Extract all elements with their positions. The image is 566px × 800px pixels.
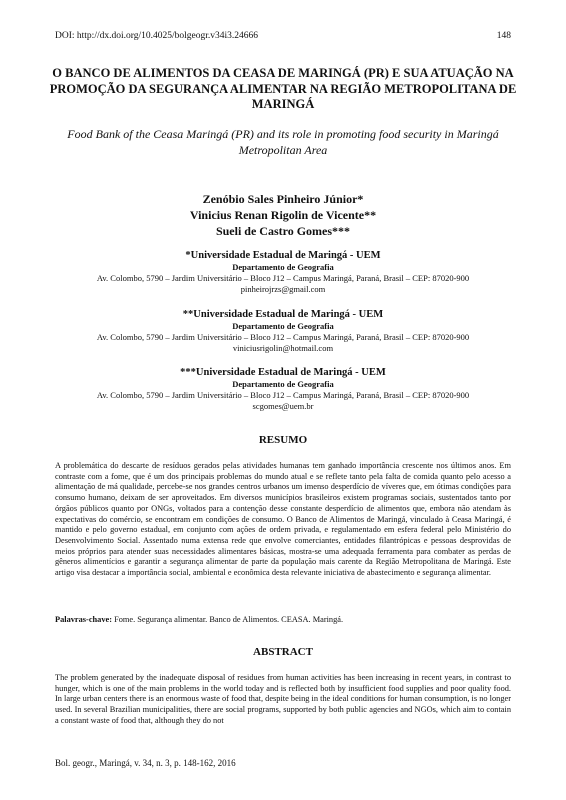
affiliation-university: *Universidade Estadual de Maringá - UEM	[185, 250, 381, 261]
article-title-en: Food Bank of the Ceasa Maringá (PR) and its role in promoting food security in Maringá Metropolitan Area	[67, 127, 499, 157]
resumo-text: A problemática do descarte de resíduos gerados pelas atividades humanas tem ganhado importância crescente nos últimos anos. Em contraste com a fome, que é um dos principais problemas do mundo atual e se reflete tanto pela falta de comida quanto pelo acesso a alimentação de má qualidade, percebe-se nos grandes centros urbanos um imenso desperdício de víveres que, em ótimas condições para consumo humano, deixam de ser aproveitados. Em diversos municípios brasileiros existem programas sociais, sustentados tanto por órgãos públicos quanto por ONGs, voltados para a contenção desse constante desperdício de alimentos que, embora não atendam às expectativas do comércio, se encontram em condições de consumo. O Banco de Alimentos de Maringá, vinculado à Ceasa Maringá, é mantido e pelo governo estadual, em conjunto com ações de ordem privada, e regulamentado em esfera federal pelo Ministério do Desenvolvimento Social. Assentado numa extensa rede que envolve comerciantes, entidades filantrópicas e pessoas desprovidas de meios próprios para atender suas necessidades alimentares básicas, mostra-se uma adequada ferramenta para combater as perdas de gêneros alimentícios e garantir a segurança alimentar de parte da população mais carente da Região Metropolitana de Maringá. Este artigo visa destacar a importância social, ambiental e econômica desta relevante iniciativa de abastecimento e segurança alimentar.	[55, 461, 511, 578]
affiliation-email: pinheirojrzs@gmail.com	[240, 284, 326, 294]
page-number: 148	[496, 31, 511, 41]
doi-text: DOI: http://dx.doi.org/10.4025/bolgeogr.v34i3.24666	[55, 31, 259, 41]
abstract-text: The problem generated by the inadequate disposal of residues from human activities has been increasing in recent years, in contrast to hunger, which is one of the main problems in the world today and is reflected both by insufficient food supplies and poor quality food. In large urban centers there is an enormous waste of food that, despite being in the ideal conditions for human consumption, is no longer used. In several Brazilian municipalities, there are social programs, supported by both public agencies and NGOs, which aim to contain a constant waste of food that, although they do not	[55, 673, 511, 725]
affiliation-department: Departamento de Geografia	[232, 262, 334, 272]
affiliation-email: scgomes@uem.br	[252, 401, 314, 411]
affiliation-department: Departamento de Geografia	[232, 321, 334, 331]
author-name: Sueli de Castro Gomes***	[215, 224, 351, 238]
keywords-label: Palavras-chave:	[55, 615, 113, 624]
author-name: Vinicius Renan Rigolin de Vicente**	[189, 208, 377, 222]
affiliation-address: Av. Colombo, 5790 – Jardim Universitário – Bloco J12 – Campus Maringá, Paraná, Brasil – CEP: 87020-900	[96, 390, 470, 400]
affiliation-department: Departamento de Geografia	[232, 379, 334, 389]
affiliation-address: Av. Colombo, 5790 – Jardim Universitário – Bloco J12 – Campus Maringá, Paraná, Brasil – CEP: 87020-900	[96, 332, 470, 342]
keywords	[55, 614, 511, 625]
page-header	[55, 30, 511, 42]
page-footer: Bol. geogr., Maringá, v. 34, n. 3, p. 148-162, 2016	[55, 758, 236, 768]
affiliation-university: **Universidade Estadual de Maringá - UEM	[182, 309, 384, 320]
affiliation-block	[30, 249, 536, 295]
author-name: Zenóbio Sales Pinheiro Júnior*	[202, 192, 364, 206]
affiliation-university: ***Universidade Estadual de Maringá - UEM	[180, 367, 386, 378]
keywords-text: Fome. Segurança alimentar. Banco de Alimentos. CEASA. Maringá.	[114, 615, 344, 624]
affiliation-email: viniciusrigolin@hotmail.com	[232, 343, 334, 353]
article-title-pt: O BANCO DE ALIMENTOS DA CEASA DE MARINGÁ (PR) E SUA ATUAÇÃO NA PROMOÇÃO DA SEGURANÇA ALIMENTAR NA REGIÃO METROPOLITANA DE MARINGÁ	[49, 66, 517, 111]
affiliation-block	[30, 366, 536, 412]
affiliation-address: Av. Colombo, 5790 – Jardim Universitário – Bloco J12 – Campus Maringá, Paraná, Brasil – CEP: 87020-900	[96, 273, 470, 283]
abstract-heading: ABSTRACT	[253, 646, 313, 658]
author-list	[40, 191, 526, 239]
resumo-heading: RESUMO	[258, 434, 308, 446]
affiliation-block	[30, 308, 536, 354]
